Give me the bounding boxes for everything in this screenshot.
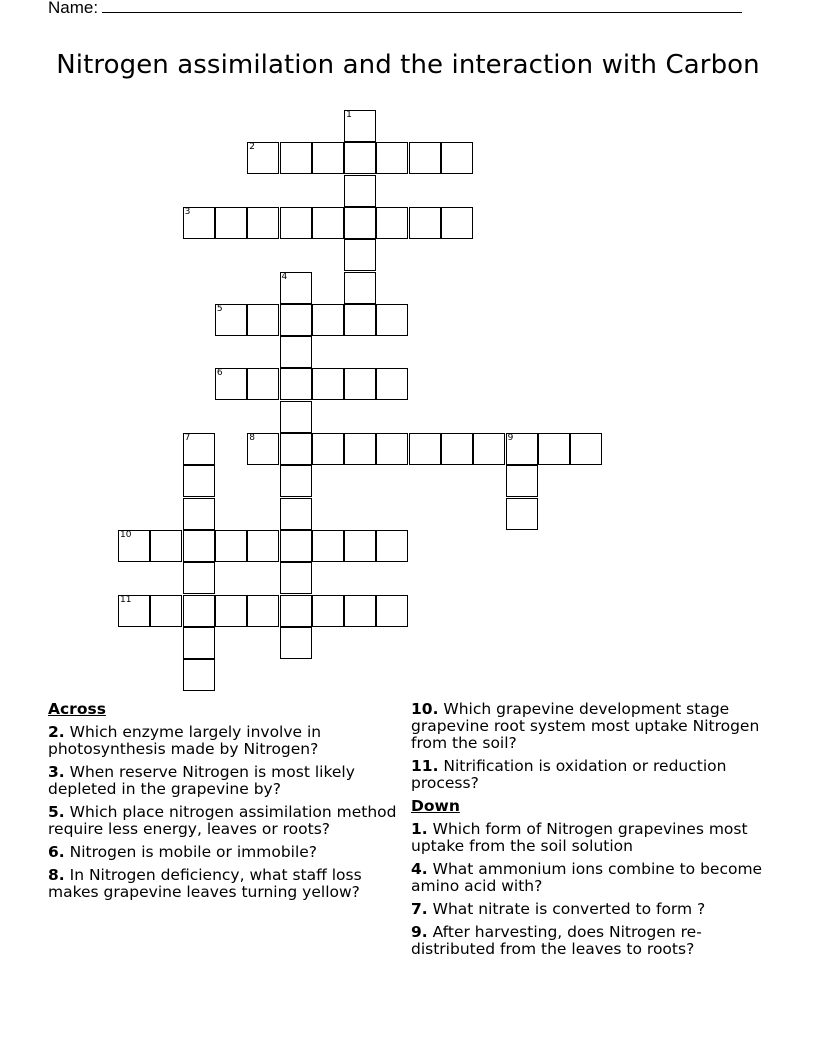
crossword-cell[interactable] bbox=[215, 207, 247, 239]
across-clue-3: 3. When reserve Nitrogen is most likely depleted in the grapevine by? bbox=[48, 763, 355, 798]
crossword-cell[interactable] bbox=[344, 175, 376, 207]
crossword-cell[interactable] bbox=[280, 401, 312, 433]
crossword-cell[interactable] bbox=[280, 627, 312, 659]
name-label: Name: bbox=[48, 0, 99, 17]
crossword-cell[interactable] bbox=[344, 207, 376, 239]
crossword-cell[interactable] bbox=[247, 433, 279, 465]
cell-number: 10 bbox=[120, 529, 132, 540]
crossword-cell[interactable] bbox=[506, 498, 538, 530]
crossword-cell[interactable] bbox=[280, 562, 312, 594]
cell-number: 6 bbox=[216, 368, 223, 379]
crossword-cell[interactable] bbox=[247, 368, 279, 400]
cell-number: 11 bbox=[120, 594, 132, 605]
crossword-cell[interactable] bbox=[280, 433, 312, 465]
crossword-cell[interactable] bbox=[312, 595, 344, 627]
across-clue-5: 5. Which place nitrogen assimilation method require less energy, leaves or roots? bbox=[48, 803, 397, 838]
crossword-cell[interactable] bbox=[570, 433, 602, 465]
cell-number: 2 bbox=[249, 142, 255, 153]
crossword-cell[interactable] bbox=[280, 530, 312, 562]
crossword-cell[interactable] bbox=[473, 433, 505, 465]
crossword-cell[interactable] bbox=[247, 304, 279, 336]
clues-left-column bbox=[48, 701, 408, 907]
crossword-cell[interactable] bbox=[280, 207, 312, 239]
crossword-cell[interactable] bbox=[344, 595, 376, 627]
crossword-cell[interactable] bbox=[118, 530, 150, 562]
crossword-cell[interactable] bbox=[441, 207, 473, 239]
crossword-cell[interactable] bbox=[280, 272, 312, 304]
name-field[interactable] bbox=[48, 0, 742, 18]
crossword-cell[interactable] bbox=[183, 562, 215, 594]
crossword-cell[interactable] bbox=[312, 530, 344, 562]
down-clue-9: 9. After harvesting, does Nitrogen re-distributed from the leaves to roots? bbox=[411, 923, 702, 958]
crossword-cell[interactable] bbox=[312, 368, 344, 400]
cell-number: 9 bbox=[507, 433, 514, 443]
across-clue-2: 2. Which enzyme largely involve in photosynthesis made by Nitrogen? bbox=[48, 723, 322, 758]
crossword-cell[interactable] bbox=[150, 530, 182, 562]
crossword-cell[interactable] bbox=[215, 304, 247, 336]
crossword-cell[interactable] bbox=[118, 595, 150, 627]
crossword-cell[interactable] bbox=[280, 498, 312, 530]
cell-number: 5 bbox=[216, 303, 223, 314]
crossword-cell[interactable] bbox=[344, 368, 376, 400]
cell-number: 4 bbox=[281, 271, 288, 282]
crossword-cell[interactable] bbox=[376, 304, 408, 336]
across-clue-11: 11. Nitrification is oxidation or reduction process? bbox=[411, 757, 727, 792]
across-clue-6: 6. Nitrogen is mobile or immobile? bbox=[48, 843, 318, 861]
cell-number: 8 bbox=[249, 433, 255, 443]
crossword-cell[interactable] bbox=[441, 433, 473, 465]
crossword-cell[interactable] bbox=[409, 207, 441, 239]
crossword-cell[interactable] bbox=[280, 336, 312, 368]
page-title: Nitrogen assimilation and the interaction with Carbon bbox=[56, 50, 760, 80]
crossword-cell[interactable] bbox=[280, 465, 312, 497]
crossword-cell[interactable] bbox=[280, 595, 312, 627]
crossword-cell[interactable] bbox=[376, 595, 408, 627]
crossword-cell[interactable] bbox=[183, 659, 215, 691]
cell-number: 3 bbox=[184, 206, 191, 217]
crossword-cell[interactable] bbox=[409, 142, 441, 174]
crossword-cell[interactable] bbox=[150, 595, 182, 627]
down-heading: Down bbox=[411, 797, 460, 815]
crossword-cell[interactable] bbox=[215, 530, 247, 562]
crossword-cell[interactable] bbox=[506, 465, 538, 497]
crossword-cell[interactable] bbox=[183, 433, 215, 465]
crossword-cell[interactable] bbox=[409, 433, 441, 465]
crossword-cell[interactable] bbox=[312, 207, 344, 239]
crossword-cell[interactable] bbox=[376, 368, 408, 400]
across-clue-8: 8. In Nitrogen deficiency, what staff loss makes grapevine leaves turning yellow? bbox=[48, 866, 362, 901]
down-clue-1: 1. Which form of Nitrogen grapevines most uptake from the soil solution bbox=[411, 820, 748, 855]
crossword-cell[interactable] bbox=[183, 530, 215, 562]
crossword-cell[interactable] bbox=[215, 368, 247, 400]
crossword-cell[interactable] bbox=[183, 465, 215, 497]
crossword-cell[interactable] bbox=[312, 304, 344, 336]
crossword-cell[interactable] bbox=[247, 530, 279, 562]
crossword-cell[interactable] bbox=[376, 433, 408, 465]
crossword-cell[interactable] bbox=[538, 433, 570, 465]
crossword-cell[interactable] bbox=[280, 142, 312, 174]
cell-number: 1 bbox=[346, 110, 352, 120]
crossword-cell[interactable] bbox=[506, 433, 538, 465]
name-underline[interactable] bbox=[102, 0, 742, 13]
crossword-cell[interactable] bbox=[183, 627, 215, 659]
crossword-cell[interactable] bbox=[344, 142, 376, 174]
crossword-cell[interactable] bbox=[280, 304, 312, 336]
crossword-cell[interactable] bbox=[312, 142, 344, 174]
crossword-cell[interactable] bbox=[376, 530, 408, 562]
crossword-cell[interactable] bbox=[215, 595, 247, 627]
crossword-cell[interactable] bbox=[344, 239, 376, 271]
crossword-cell[interactable] bbox=[280, 368, 312, 400]
down-clue-7: 7. What nitrate is converted to form ? bbox=[411, 900, 706, 918]
crossword-cell[interactable] bbox=[344, 304, 376, 336]
across-heading: Across bbox=[48, 700, 106, 718]
clues-right-column bbox=[411, 701, 781, 964]
crossword-cell[interactable] bbox=[247, 142, 279, 174]
crossword-cell[interactable] bbox=[247, 207, 279, 239]
down-clue-4: 4. What ammonium ions combine to become amino acid with? bbox=[411, 860, 763, 895]
cell-number: 7 bbox=[184, 433, 191, 443]
crossword-cell[interactable] bbox=[344, 110, 376, 142]
crossword-cell[interactable] bbox=[376, 142, 408, 174]
crossword-cell[interactable] bbox=[183, 595, 215, 627]
crossword-cell[interactable] bbox=[441, 142, 473, 174]
crossword-cell[interactable] bbox=[344, 433, 376, 465]
crossword-cell[interactable] bbox=[344, 530, 376, 562]
crossword-cell[interactable] bbox=[247, 595, 279, 627]
crossword-cell[interactable] bbox=[312, 433, 344, 465]
crossword-cell[interactable] bbox=[344, 272, 376, 304]
crossword-cell[interactable] bbox=[376, 207, 408, 239]
crossword-cell[interactable] bbox=[183, 498, 215, 530]
crossword-cell[interactable] bbox=[183, 207, 215, 239]
across-clue-10: 10. Which grapevine development stage grapevine root system most uptake Nitrogen from the soil? bbox=[411, 700, 760, 752]
